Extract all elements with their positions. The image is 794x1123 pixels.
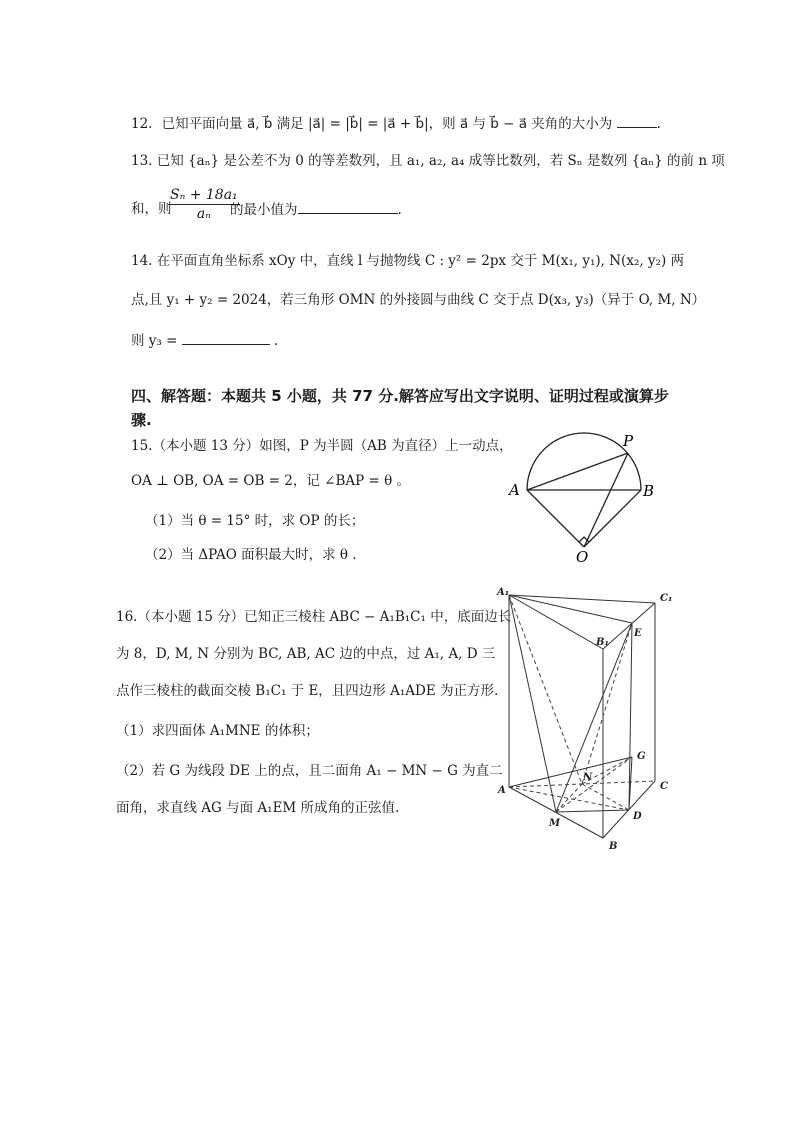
q14-answer-blank — [182, 330, 270, 345]
label-E: E — [634, 628, 642, 639]
label-G: G — [637, 751, 646, 762]
segment-a1e — [509, 595, 632, 623]
q14-line3 — [131, 330, 278, 351]
segment-a1m — [509, 595, 556, 812]
label-C1: C₁ — [660, 593, 673, 604]
label-D: D — [633, 811, 642, 822]
q16-line3: 点作三棱柱的截面交棱 B₁C₁ 于 E，且四边形 A₁ADE 为正方形. — [116, 683, 499, 699]
q13-answer-blank — [298, 199, 398, 214]
q12-answer-blank — [617, 113, 657, 128]
q12-end: . — [656, 116, 661, 132]
q13-line2-prefix: 和，则 — [131, 201, 172, 217]
q16-line2: 为 8，D, M, N 分别为 BC, AB, AC 边的中点，过 A₁, A, D 三 — [116, 646, 496, 662]
q16-part2-line2: 面角，求直线 AG 与面 A₁EM 所成角的正弦值. — [116, 800, 400, 816]
segment-mn-hidden — [556, 784, 582, 812]
label-B: B — [643, 482, 655, 500]
q13-line1: 13. 已知 {aₙ} 是公差不为 0 的等差数列，且 a₁, a₂, a₄ 成等比数列，若 Sₙ 是数列 {aₙ} 的前 n 项 — [131, 153, 725, 169]
q14-y3-label: 则 y₃ = — [131, 333, 178, 349]
section4-heading-line1: 四、解答题：本题共 5 小题，共 77 分.解答应写出文字说明、证明过程或演算步 — [131, 387, 669, 405]
q14-end: . — [274, 333, 279, 349]
q13-end: . — [397, 202, 402, 218]
q13-line2-suffix — [230, 199, 402, 220]
label-A: A — [509, 481, 520, 499]
q14-line2: 点,且 y₁ + y₂ = 2024，若三角形 OMN 的外接圆与曲线 C 交于点 D(x₃, y₃)（异于 O, M, N） — [131, 292, 706, 308]
q12-text: 12．已知平面向量 a⃗, b⃗ 满足 |a⃗| = |b⃗| = |a⃗ + b⃗|，则 a⃗ 与 b⃗ − a⃗ 夹角的大小为 — [131, 116, 613, 132]
q15-part2: （2）当 ΔPAO 面积最大时，求 θ . — [145, 547, 357, 563]
q14-line1: 14. 在平面直角坐标系 xOy 中，直线 l 与抛物线 C : y² = 2px 交于 M(x₁, y₁), N(x₂, y₂) 两 — [131, 253, 685, 269]
segment-md — [556, 810, 629, 812]
q15-figure — [505, 428, 665, 568]
q13-fraction-denominator: aₙ — [196, 206, 211, 222]
q16-part1: （1）求四面体 A₁MNE 的体积； — [116, 723, 319, 739]
q16-part2-line1: （2）若 G 为线段 DE 上的点，且二面角 A₁ − MN − G 为直二 — [116, 763, 503, 779]
label-B1: B₁ — [596, 637, 609, 648]
edge-a1c1 — [509, 595, 655, 603]
q13-min-text: 的最小值为 — [230, 202, 298, 218]
segment-ag — [509, 757, 632, 787]
label-N: N — [583, 772, 593, 783]
label-A1: A₁ — [497, 587, 510, 598]
section4-heading-line2: 骤. — [131, 411, 152, 429]
edge-b1c1 — [603, 603, 655, 649]
segment-ao — [527, 490, 584, 547]
segment-bo — [584, 490, 641, 547]
q16-figure — [495, 583, 685, 853]
label-P: P — [623, 432, 634, 450]
edge-ab — [509, 787, 603, 838]
segment-a1n-hidden — [509, 595, 582, 784]
segment-ad-hidden — [509, 787, 629, 810]
label-M: M — [549, 818, 561, 829]
segment-nd-hidden — [582, 784, 629, 810]
q15-part1: （1）当 θ = 15° 时，求 OP 的长； — [145, 513, 365, 529]
label-B: B — [609, 841, 618, 852]
label-C: C — [660, 781, 668, 792]
label-A: A — [498, 785, 506, 796]
q16-line1: 16.（本小题 15 分）已知正三棱柱 ABC − A₁B₁C₁ 中，底面边长 — [116, 609, 512, 625]
q13-fraction — [168, 187, 240, 222]
q13-fraction-numerator: Sₙ + 18a₁ — [170, 187, 238, 203]
q15-line1: 15.（本小题 13 分）如图，P 为半圆（AB 为直径）上一动点， — [131, 438, 513, 454]
edge-a1b1 — [509, 595, 603, 649]
q15-line2: OA ⊥ OB, OA = OB = 2，记 ∠BAP = θ 。 — [131, 473, 411, 489]
label-O: O — [576, 548, 589, 566]
q12-line — [131, 113, 661, 134]
